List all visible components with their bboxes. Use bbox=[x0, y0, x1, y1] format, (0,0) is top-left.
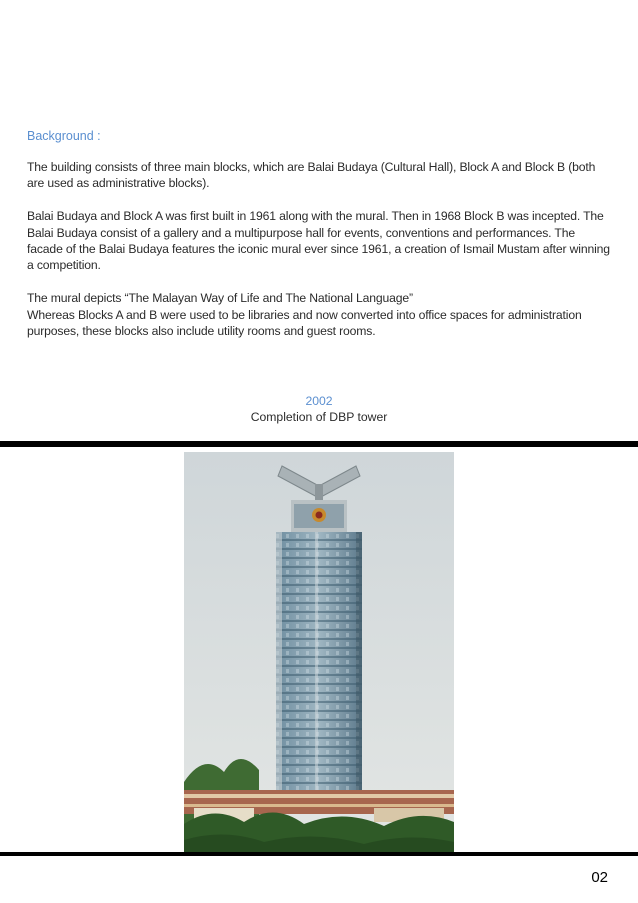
page-number: 02 bbox=[591, 869, 608, 886]
caption-text: Completion of DBP tower bbox=[250, 410, 388, 425]
photo-caption bbox=[0, 393, 638, 426]
bottom-divider bbox=[0, 852, 638, 856]
dbp-tower-illustration bbox=[184, 452, 454, 854]
caption-year: 2002 bbox=[305, 394, 333, 408]
dbp-tower-photo bbox=[184, 452, 454, 854]
body-text bbox=[27, 159, 612, 339]
section-heading: Background : bbox=[27, 129, 101, 143]
paragraph-blocks: The building consists of three main blocks, which are Balai Budaya (Cultural Hall), Block A and Block B (both are used as administrative blocks). bbox=[27, 160, 596, 191]
paragraph-history: Balai Budaya and Block A was first built in 1961 along with the mural. Then in 1968 Block B was incepted. The Balai Budaya consist of a gallery and a multipurpose hall for events, conventions and performances. The facade of the Balai Budaya features the iconic mural ever since 1961, a creation of Ismail Mustam after winning a competition. bbox=[27, 209, 610, 273]
top-divider bbox=[0, 441, 638, 447]
paragraph-mural: The mural depicts “The Malayan Way of Life and The National Language” Whereas Blocks A and B were used to be libraries and now converted into office spaces for administration purposes, these blocks also include utility rooms and guest rooms. bbox=[27, 291, 582, 339]
